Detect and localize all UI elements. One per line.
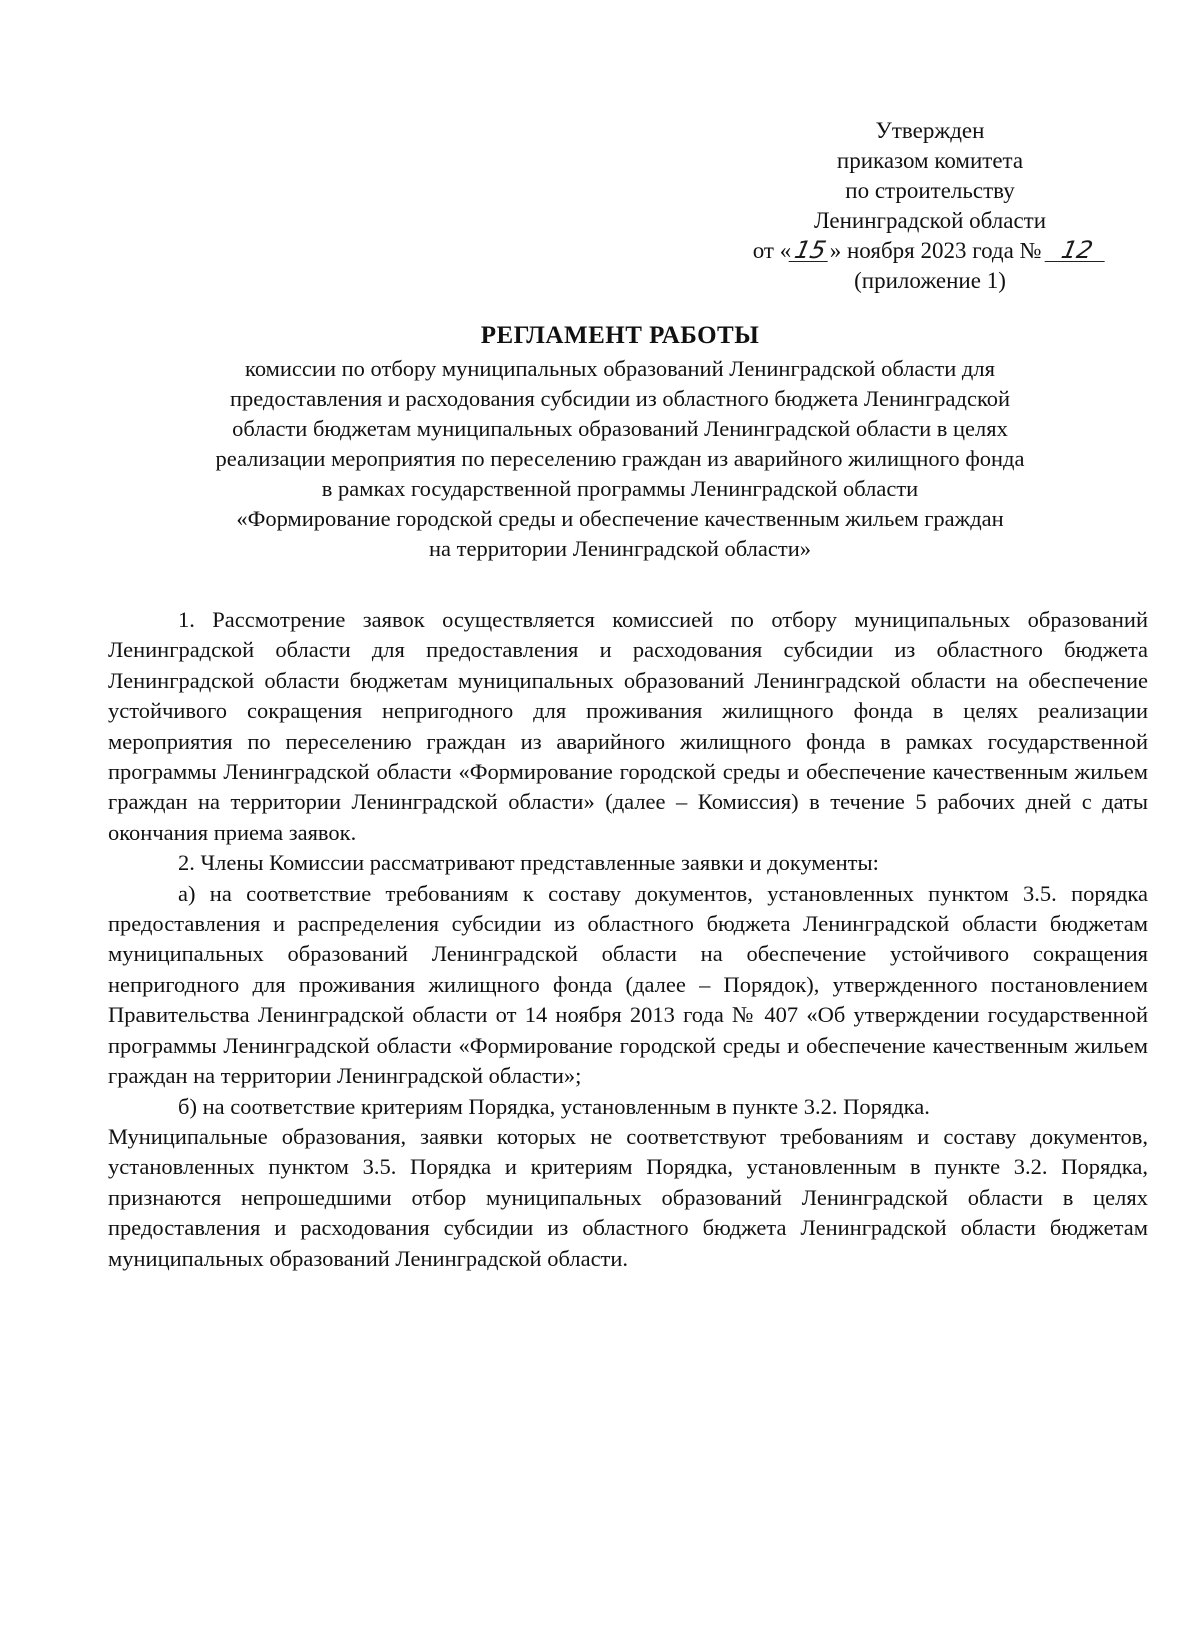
paragraph-2b-continued: Муниципальные образования, заявки которых не соответствуют требованиям и составу документов, установленных пунктом 3.5. Порядка и критериям Порядка, установленным в пункте 3.2. Порядка, признаются непрошедшими отбор муниципальных образований Ленинградской области в целях предоставления и расходования субсидии из областного бюджета Ленинградской области бюджетам муниципальных образований Ленинградской области. xyxy=(108,1123,1148,1271)
subtitle-line: комиссии по отбору муниципальных образований Ленинградской области для xyxy=(245,356,995,381)
approval-line: Ленинградской области xyxy=(813,208,1047,233)
paragraph-2: 2. Члены Комиссии рассматривают представленные заявки и документы: xyxy=(178,850,879,876)
approval-line: приказом комитета xyxy=(836,148,1024,173)
subtitle-line: в рамках государственной программы Ленинградской области xyxy=(321,476,919,501)
subtitle-line: «Формирование городской среды и обеспечение качественным жильем граждан xyxy=(236,506,1004,531)
document-subtitle xyxy=(100,354,1140,564)
paragraph-2a: а) на соответствие требованиям к составу документов, установленных пунктом 3.5. порядка предоставления и распределения субсидии из областного бюджета Ленинградской области бюджетам муниципальных образований Ленинградской области на обеспечение устойчивого сокращения непригодного для проживания жилищного фонда (далее – Порядок), утвержденного постановлением Правительства Ленинградской области от 14 ноября 2013 года № 407 «Об утверждении государственной программы Ленинградской области «Формирование городской среды и обеспечение качественным жильем граждан на территории Ленинградской области»; xyxy=(108,880,1148,1089)
paragraph-2b: б) на соответствие критериям Порядка, установленным в пункте 3.2. Порядка. xyxy=(178,1093,930,1119)
date-suffix: » ноября 2023 года № xyxy=(829,238,1042,263)
document-body xyxy=(108,605,1148,1274)
subtitle-line: реализации мероприятия по переселению граждан из аварийного жилищного фонда xyxy=(215,446,1025,471)
handwritten-day: 15 xyxy=(789,239,832,262)
handwritten-order-number: 12 xyxy=(1045,239,1110,262)
document-title: РЕГЛАМЕНТ РАБОТЫ xyxy=(480,322,760,349)
paragraph-1: 1. Рассмотрение заявок осуществляется комиссией по отбору муниципальных образований Ленинградской области для предоставления и расходования субсидии из областного бюджета Ленинградской области бюджетам муниципальных образований Ленинградской области на обеспечение устойчивого сокращения непригодного для проживания жилищного фонда в целях реализации мероприятия по переселению граждан из аварийного жилищного фонда в рамках государственной программы Ленинградской области «Формирование городской среды и обеспечение качественным жильем граждан на территории Ленинградской области» (далее – Комиссия) в течение 5 рабочих дней с даты окончания приема заявок. xyxy=(108,607,1148,845)
subtitle-line: на территории Ленинградской области» xyxy=(428,536,812,561)
subtitle-line: области бюджетам муниципальных образований Ленинградской области в целях xyxy=(232,416,1008,441)
approval-line: по строительству xyxy=(845,178,1015,203)
approval-line: Утвержден xyxy=(875,118,985,143)
document-heading xyxy=(100,320,1140,564)
approval-stamp-block xyxy=(720,116,1140,296)
approval-date-line xyxy=(720,236,1140,266)
date-prefix: от « xyxy=(752,238,792,263)
appendix-label: (приложение 1) xyxy=(854,268,1006,293)
subtitle-line: предоставления и расходования субсидии из областного бюджета Ленинградской xyxy=(229,386,1011,411)
